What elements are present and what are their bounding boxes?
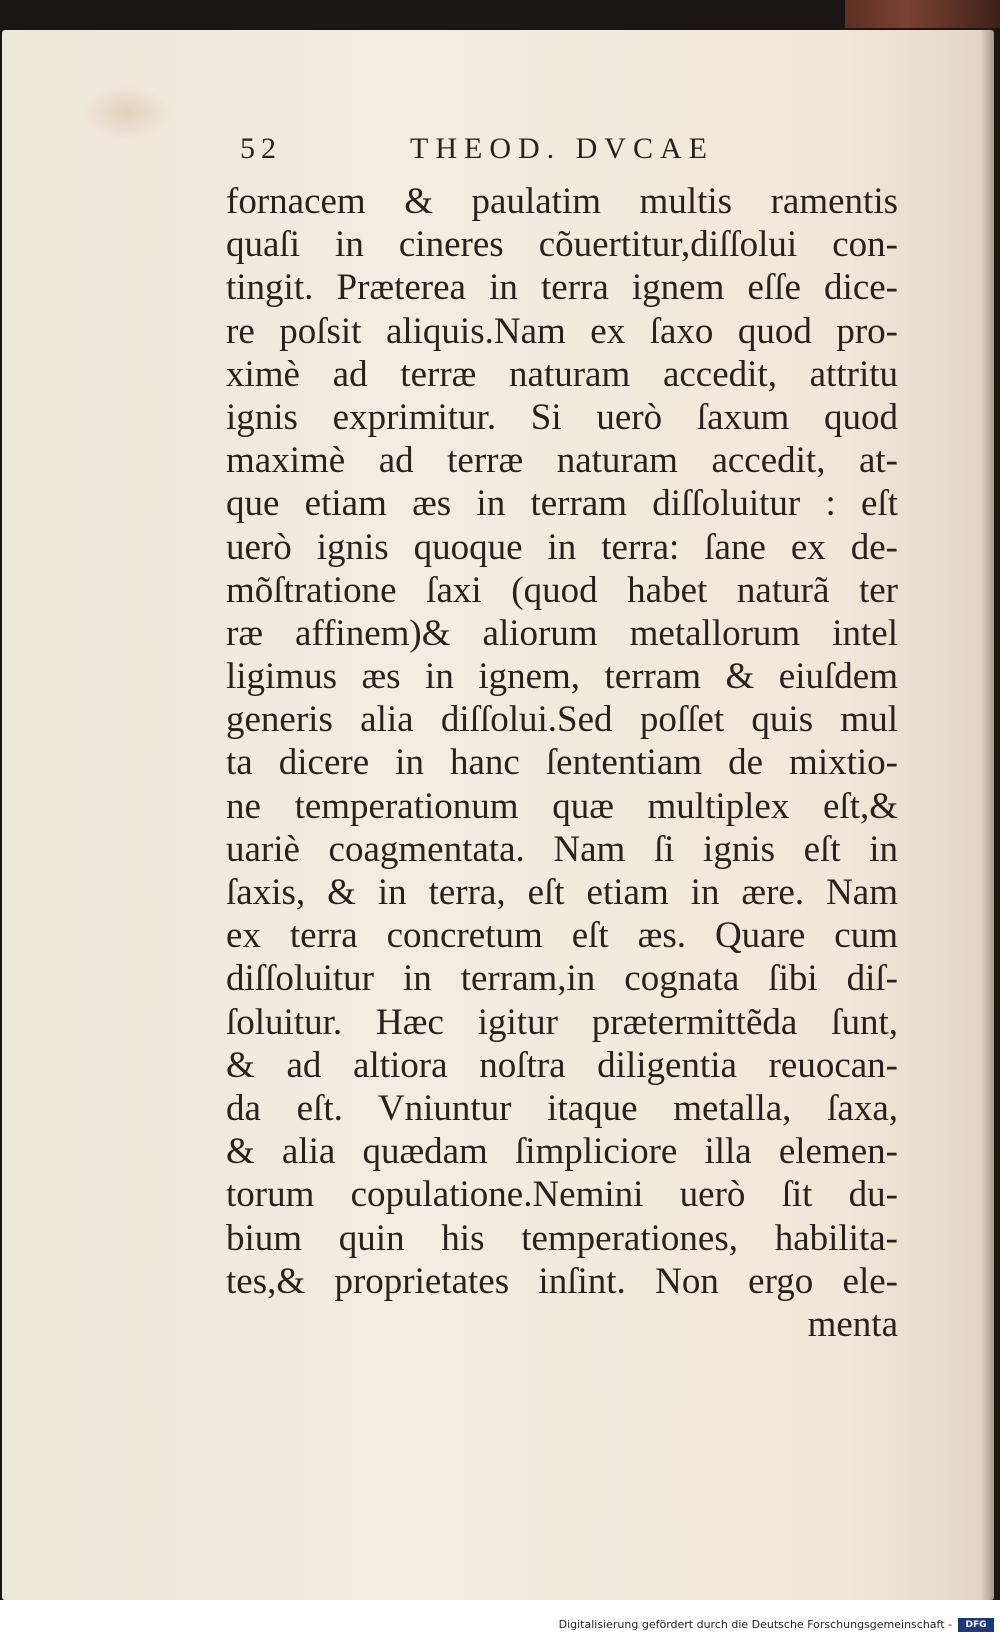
text-line: ræ affinem)& aliorum metallorum intel	[226, 612, 898, 654]
text-line: bium quin his temperationes, habilita-	[226, 1217, 898, 1259]
text-line: tes,& proprietates inſint. Non ergo ele-	[226, 1260, 898, 1302]
text-line: ligimus æs in ignem, terram & eiuſdem	[226, 656, 898, 698]
text-line: tingit. Præterea in terra ignem eſſe dice-	[226, 267, 898, 309]
text-line: re poſsit aliquis.Nam ex ſaxo quod pro-	[226, 310, 898, 352]
book-spine-edge	[845, 0, 1000, 28]
text-line: ſoluitur. Hæc igitur prætermittẽda ſunt,	[226, 1001, 898, 1043]
text-line: ignis exprimitur. Si uerò ſaxum quod	[226, 396, 898, 438]
funding-credit: Digitalisierung gefördert durch die Deutsche Forschungsgemeinschaft -	[558, 1618, 952, 1631]
text-line: & alia quædam ſimpliciore illa elemen-	[226, 1131, 898, 1173]
text-line: torum copulatione.Nemini uerò ſit du-	[226, 1174, 898, 1216]
page-number: 52	[240, 132, 282, 165]
text-line: ta dicere in hanc ſententiam de mixtio-	[226, 742, 898, 784]
text-line: quaſi in cineres cõuertitur,diſſolui con-	[226, 224, 898, 266]
text-line: generis alia diſſolui.Sed poſſet quis mul	[226, 699, 898, 741]
running-title: THEOD. DVCAE	[410, 132, 714, 165]
paper-stain	[82, 85, 172, 140]
dfg-logo: DFG	[958, 1618, 994, 1632]
text-line: & ad altiora noſtra diligentia reuocan-	[226, 1044, 898, 1086]
text-line: ximè ad terræ naturam accedit, attritu	[226, 353, 898, 395]
text-line: ſaxis, & in terra, eſt etiam in ære. Nam	[226, 872, 898, 913]
catchword: menta	[807, 1303, 898, 1345]
page-header	[240, 132, 800, 172]
text-line: da eſt. Vniuntur itaque metalla, ſaxa,	[226, 1087, 898, 1129]
footer-bar	[0, 1600, 1000, 1640]
body-text	[226, 180, 898, 1346]
text-line: que etiam æs in terram diſſoluitur : eſt	[226, 483, 898, 525]
text-line: mõſtratione ſaxi (quod habet naturã ter	[226, 569, 898, 611]
text-line: maximè ad terræ naturam accedit, at-	[226, 440, 898, 482]
text-line: uariè coagmentata. Nam ſi ignis eſt in	[226, 828, 898, 870]
text-line: uerò ignis quoque in terra: ſane ex de-	[226, 526, 898, 568]
text-line: diſſoluitur in terram,in cognata ſibi diſ-	[226, 958, 898, 1000]
text-line: fornacem & paulatim multis ramentis	[226, 181, 898, 222]
text-line: ne temperationum quæ multiplex eſt,&	[226, 785, 898, 827]
text-line: ex terra concretum eſt æs. Quare cum	[226, 915, 898, 957]
